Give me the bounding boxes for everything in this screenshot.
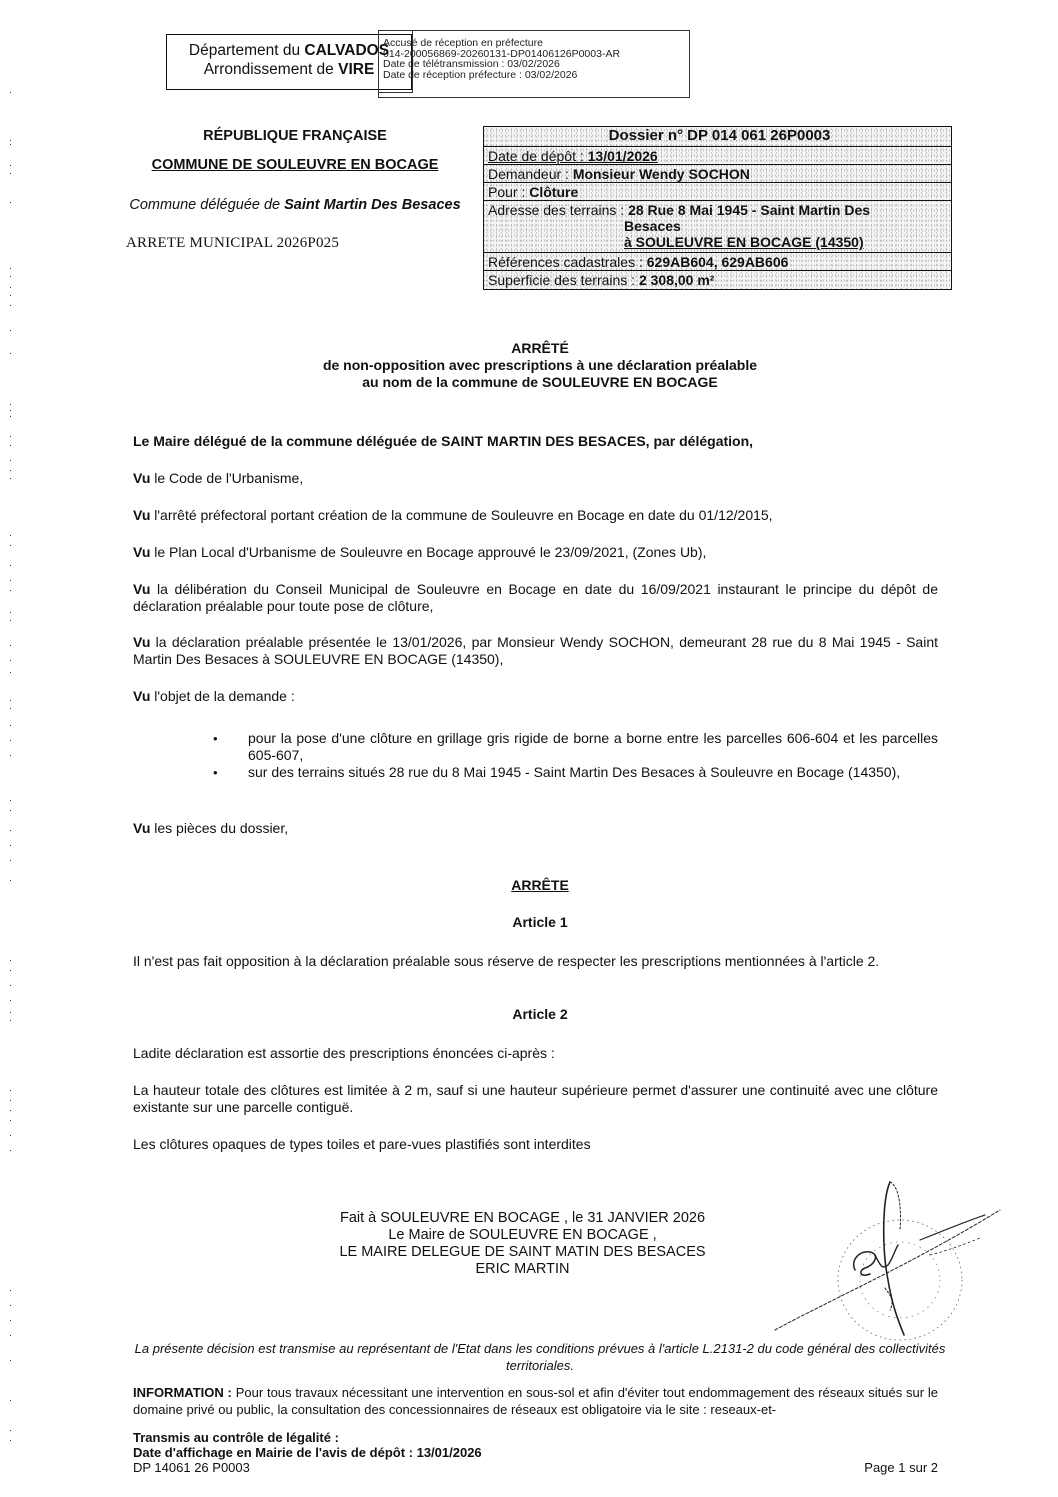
dossier-row-references: Références cadastrales : 629AB604, 629AB606 — [484, 253, 951, 271]
vu-pieces-dossier: Vu les pièces du dossier, — [133, 820, 289, 836]
maire-preamble: Le Maire délégué de la commune déléguée de SAINT MARTIN DES BESACES, par délégation, — [133, 433, 754, 449]
vu-objet-demande: Vu l'objet de la demande : — [133, 688, 295, 704]
prefecture-stamp — [378, 30, 690, 98]
department-box — [166, 34, 412, 90]
transmission-notice: La présente décision est transmise au représentant de l'Etat dans les conditions prévues à l'article L.2131-2 du code général des collectivités territoriales. — [134, 1341, 946, 1373]
adresse-line-3: à SOULEUVRE EN BOCAGE (14350) — [624, 234, 864, 250]
objet-bullet-list — [213, 730, 938, 781]
transmis-legalite: Transmis au contrôle de légalité : — [133, 1430, 339, 1445]
stamp-line: Accusé de réception en préfecture — [383, 37, 543, 49]
signature-block — [290, 1210, 755, 1278]
arrete-title-block — [130, 340, 950, 391]
bullet-icon: • — [213, 765, 218, 780]
arrete-title: ARRÊTÉ — [511, 340, 569, 356]
signature-place-date: Fait à SOULEUVRE EN BOCAGE , le 31 JANVIER 2026 — [339, 1210, 706, 1226]
vu-code-urbanisme: Vu le Code de l'Urbanisme, — [133, 470, 304, 486]
vu-declaration: Vu la déclaration préalable présentée le 13/01/2026, par Monsieur Wendy SOCHON, demeurant 28 rue du 8 Mai 1945 - Saint Martin Des Besaces à SOULEUVRE EN BOCAGE (14350), — [133, 634, 938, 667]
stamp-line: Date de télétransmission : 03/02/2026 — [383, 58, 560, 70]
list-item: • sur des terrains situés 28 rue du 8 Mai 1945 - Saint Martin Des Besaces à Souleuvre en Bocage (14350), — [213, 764, 901, 780]
republique-heading: RÉPUBLIQUE FRANÇAISE — [203, 128, 387, 144]
article-2-prescription-1: La hauteur totale des clôtures est limitée à 2 m, sauf si une hauteur supérieure permet d'assurer une continuité avec une clôture existante sur une parcelle contiguë. — [133, 1082, 938, 1115]
arrete-subtitle-1: de non-opposition avec prescriptions à une déclaration préalable — [322, 357, 758, 373]
handwritten-signature-icon — [770, 1170, 1010, 1350]
arrete-subtitle-2: au nom de la commune de SOULEUVRE EN BOCAGE — [362, 374, 718, 390]
dossier-table — [483, 126, 952, 290]
dossier-row-pour: Pour : Clôture — [484, 183, 951, 201]
information-notice: INFORMATION : Pour tous travaux nécessitant une intervention en sous-sol et afin d'éviter tout endommagement des réseaux situés sur le domaine privé ou public, la consultation des concessionnaires de réseaux est obligatoire via le site : reseaux-et- — [133, 1385, 938, 1417]
signature-maire: Le Maire de SOULEUVRE EN BOCAGE , — [388, 1227, 657, 1243]
date-affichage: Date d'affichage en Mairie de l'avis de dépôt : 13/01/2026 — [133, 1445, 482, 1460]
dossier-row-adresse — [484, 201, 951, 253]
dossier-reference: DP 14061 26 P0003 — [133, 1460, 250, 1475]
adresse-line-2: Besaces — [624, 218, 681, 234]
commune-deleguee: Commune déléguée de Saint Martin Des Besaces — [129, 197, 461, 213]
signature-maire-delegue: LE MAIRE DELEGUE DE SAINT MATIN DES BESACES — [339, 1244, 706, 1260]
dossier-row-superficie: Superficie des terrains : 2 308,00 m² — [488, 272, 715, 288]
arrete-decision-heading: ARRÊTE — [511, 877, 569, 893]
dossier-row-demandeur: Demandeur : Monsieur Wendy SOCHON — [484, 165, 951, 183]
arrete-municipal-number: ARRETE MUNICIPAL 2026P025 — [126, 235, 340, 251]
vu-arrete-prefectoral: Vu l'arrêté préfectoral portant création de la commune de Souleuvre en Bocage en date du 01/12/2015, — [133, 507, 773, 523]
article-2-prescription-2: Les clôtures opaques de types toiles et pare-vues plastifiés sont interdites — [133, 1136, 591, 1152]
arrondissement-line: Arrondissement de VIRE — [203, 61, 375, 78]
article-1-title: Article 1 — [512, 914, 568, 930]
adresse-line-1: Adresse des terrains : 28 Rue 8 Mai 1945 - Saint Martin Des — [488, 202, 871, 218]
vu-deliberation: Vu la délibération du Conseil Municipal de Souleuvre en Bocage en date du 16/09/2021 instaurant le principe du dépôt de déclaration préalable pour toute pose de clôture, — [133, 581, 938, 614]
page-number: Page 1 sur 2 — [864, 1460, 938, 1475]
vu-plu: Vu le Plan Local d'Urbanisme de Souleuvre en Bocage approuvé le 23/09/2021, (Zones Ub), — [133, 544, 707, 560]
stamp-line: Date de réception préfecture : 03/02/2026 — [383, 68, 578, 81]
page-footer — [133, 1430, 938, 1475]
commune-heading: COMMUNE DE SOULEUVRE EN BOCAGE — [151, 157, 439, 173]
article-2-intro: Ladite déclaration est assortie des prescriptions énoncées ci-après : — [133, 1045, 555, 1061]
article-1-text: Il n'est pas fait opposition à la déclaration préalable sous réserve de respecter les prescriptions mentionnées à l'article 2. — [133, 953, 880, 969]
signature-name: ERIC MARTIN — [475, 1261, 570, 1277]
scan-margin-dots — [8, 0, 14, 1497]
bullet-icon: • — [213, 731, 218, 746]
stamp-line: 014-200056869-20260131-DP01406126P0003-AR — [383, 47, 621, 60]
dossier-title: Dossier n° DP 014 061 26P0003 — [484, 127, 951, 147]
dossier-row-depot: Date de dépôt : 13/01/2026 — [484, 147, 951, 165]
department-line: Département du CALVADOS — [188, 42, 390, 59]
list-item: • pour la pose d'une clôture en grillage gris rigide de borne a borne entre les parcelles 606-604 et les parcelles 605-607, — [213, 730, 938, 763]
article-2-title: Article 2 — [512, 1006, 568, 1022]
